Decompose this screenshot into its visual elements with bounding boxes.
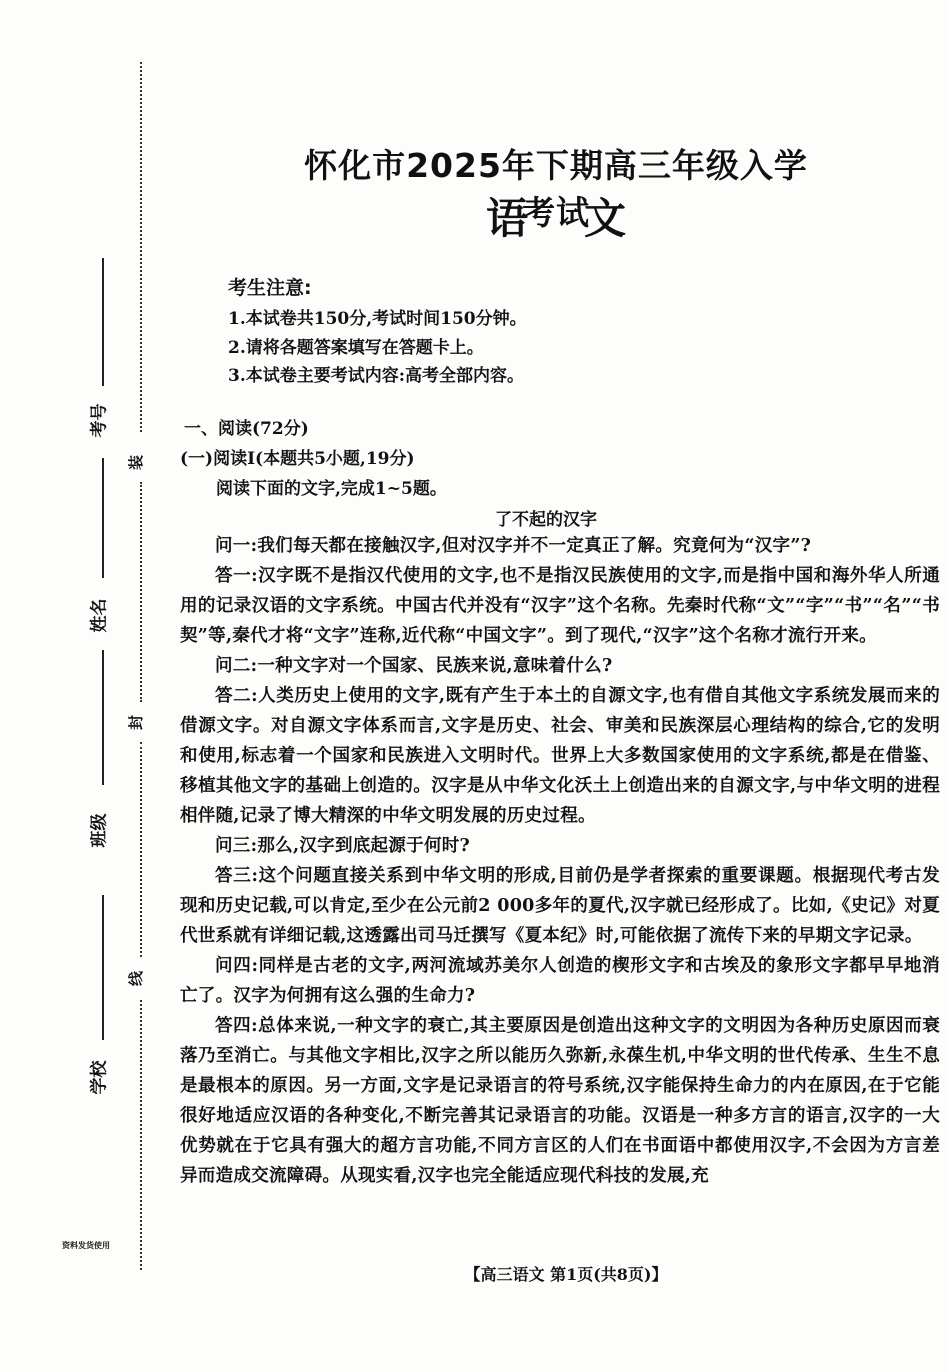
paragraph: 答一:汉字既不是指汉代使用的文字,也不是指汉民族使用的文字,而是指中国和海外华人所通用的记录汉语的文字系统。中国古代并没有“汉字”这个名称。先秦时代称“文”“字”“书”“名”“书契”等,秦代才将“文字”连称,近代称“中国文字”。到了现代,“汉字”这个名称才流行开来。 [180, 566, 940, 646]
part-heading: 一、阅读(72分) [184, 419, 309, 439]
name-line[interactable] [102, 458, 104, 578]
notice-item: 2.请将各题答案填写在答题卡上。 [228, 338, 484, 358]
exam-number-label: 考号 [89, 403, 110, 438]
paragraph: 答四:总体来说,一种文字的衰亡,其主要原因是创造出这种文字的文明因为各种历史原因而衰落乃至消亡。与其他文字相比,汉字之所以能历久弥新,永葆生机,中华文明的世代传承、生生不息是最根本的原因。另一方面,文字是记录语言的符号系统,汉字能保持生命力的内在原因,在于它能很好地适应汉语的各种变化,不断完善其记录语言的功能。汉语是一种多方言的语言,汉字的一大优势就在于它具有强大的超方言功能,不同方言区的人们在书面语中都使用汉字,不会因为方言差异而造成交流障碍。从现实看,汉字也完全能适应现代科技的发展,充 [180, 1016, 940, 1186]
subject-char: 语 [485, 194, 528, 243]
notice-item: 1.本试卷共150分,考试时间150分钟。 [228, 309, 527, 329]
binding-margin [0, 0, 170, 1372]
paragraph: 问一:我们每天都在接触汉字,但对汉字并不一定真正了解。究竟何为“汉字”? [215, 536, 812, 556]
notice-item: 3.本试卷主要考试内容:高考全部内容。 [228, 366, 525, 386]
class-line[interactable] [102, 650, 104, 785]
article-body [180, 531, 940, 1191]
margin-note: 资料发货使用 [62, 1240, 110, 1250]
name-label: 姓名 [89, 598, 110, 633]
seal-dotted-line [140, 742, 142, 957]
subject-char: 文 [584, 194, 627, 243]
exam-title: 怀化市2025年下期高三年级入学考试 [304, 146, 808, 232]
school-label: 学校 [89, 1060, 110, 1095]
exam-number-line[interactable] [102, 258, 104, 386]
article-title: 了不起的汉字 [495, 510, 597, 530]
subject-title [296, 186, 816, 246]
paragraph: 问三:那么,汉字到底起源于何时? [215, 836, 471, 856]
paragraph: 答二:人类历史上使用的文字,既有产生于本土的自源文字,也有借自其他文字系统发展而来的借源文字。对自源文字体系而言,文字是历史、社会、审美和民族深层心理结构的综合,它的发明和使用,标志着一个国家和民族进入文明时代。世界上大多数国家使用的文字系统,都是在借鉴、移植其他文字的基础上创造的。汉字是从中华文化沃土上创造出来的自源文字,与中华文明的进程相伴随,记录了博大精深的中华文明发展的历史过程。 [180, 686, 940, 826]
school-line[interactable] [102, 895, 104, 1040]
seal-word-zhuang: 装 [127, 454, 146, 471]
subsection-heading: (一)阅读Ⅰ(本题共5小题,19分) [180, 449, 415, 469]
seal-dotted-line [140, 482, 142, 702]
seal-dotted-line [140, 62, 142, 432]
seal-dotted-line [140, 1000, 142, 1270]
paragraph: 答三:这个问题直接关系到中华文明的形成,目前仍是学者探索的重要课题。根据现代考古发现和历史记载,可以肯定,至少在公元前2 000多年的夏代,汉字就已经形成了。比如,《史记》对夏代世系就有详细记载,这透露出司马迁撰写《夏本纪》时,可能依据了流传下来的早期文字记录。 [180, 866, 940, 946]
paragraph: 问二:一种文字对一个国家、民族来说,意味着什么? [215, 656, 613, 676]
instruction: 阅读下面的文字,完成1~5题。 [216, 479, 447, 499]
page-footer: 【高三语文 第1页(共8页)】 [464, 1265, 668, 1284]
paragraph: 问四:同样是古老的文字,两河流域苏美尔人创造的楔形文字和古埃及的象形文字都早早地消亡了。汉字为何拥有这么强的生命力? [180, 956, 940, 1006]
class-label: 班级 [89, 813, 110, 848]
seal-word-xian: 线 [127, 970, 146, 987]
notice-heading: 考生注意: [228, 277, 312, 299]
seal-word-feng: 封 [127, 714, 146, 731]
